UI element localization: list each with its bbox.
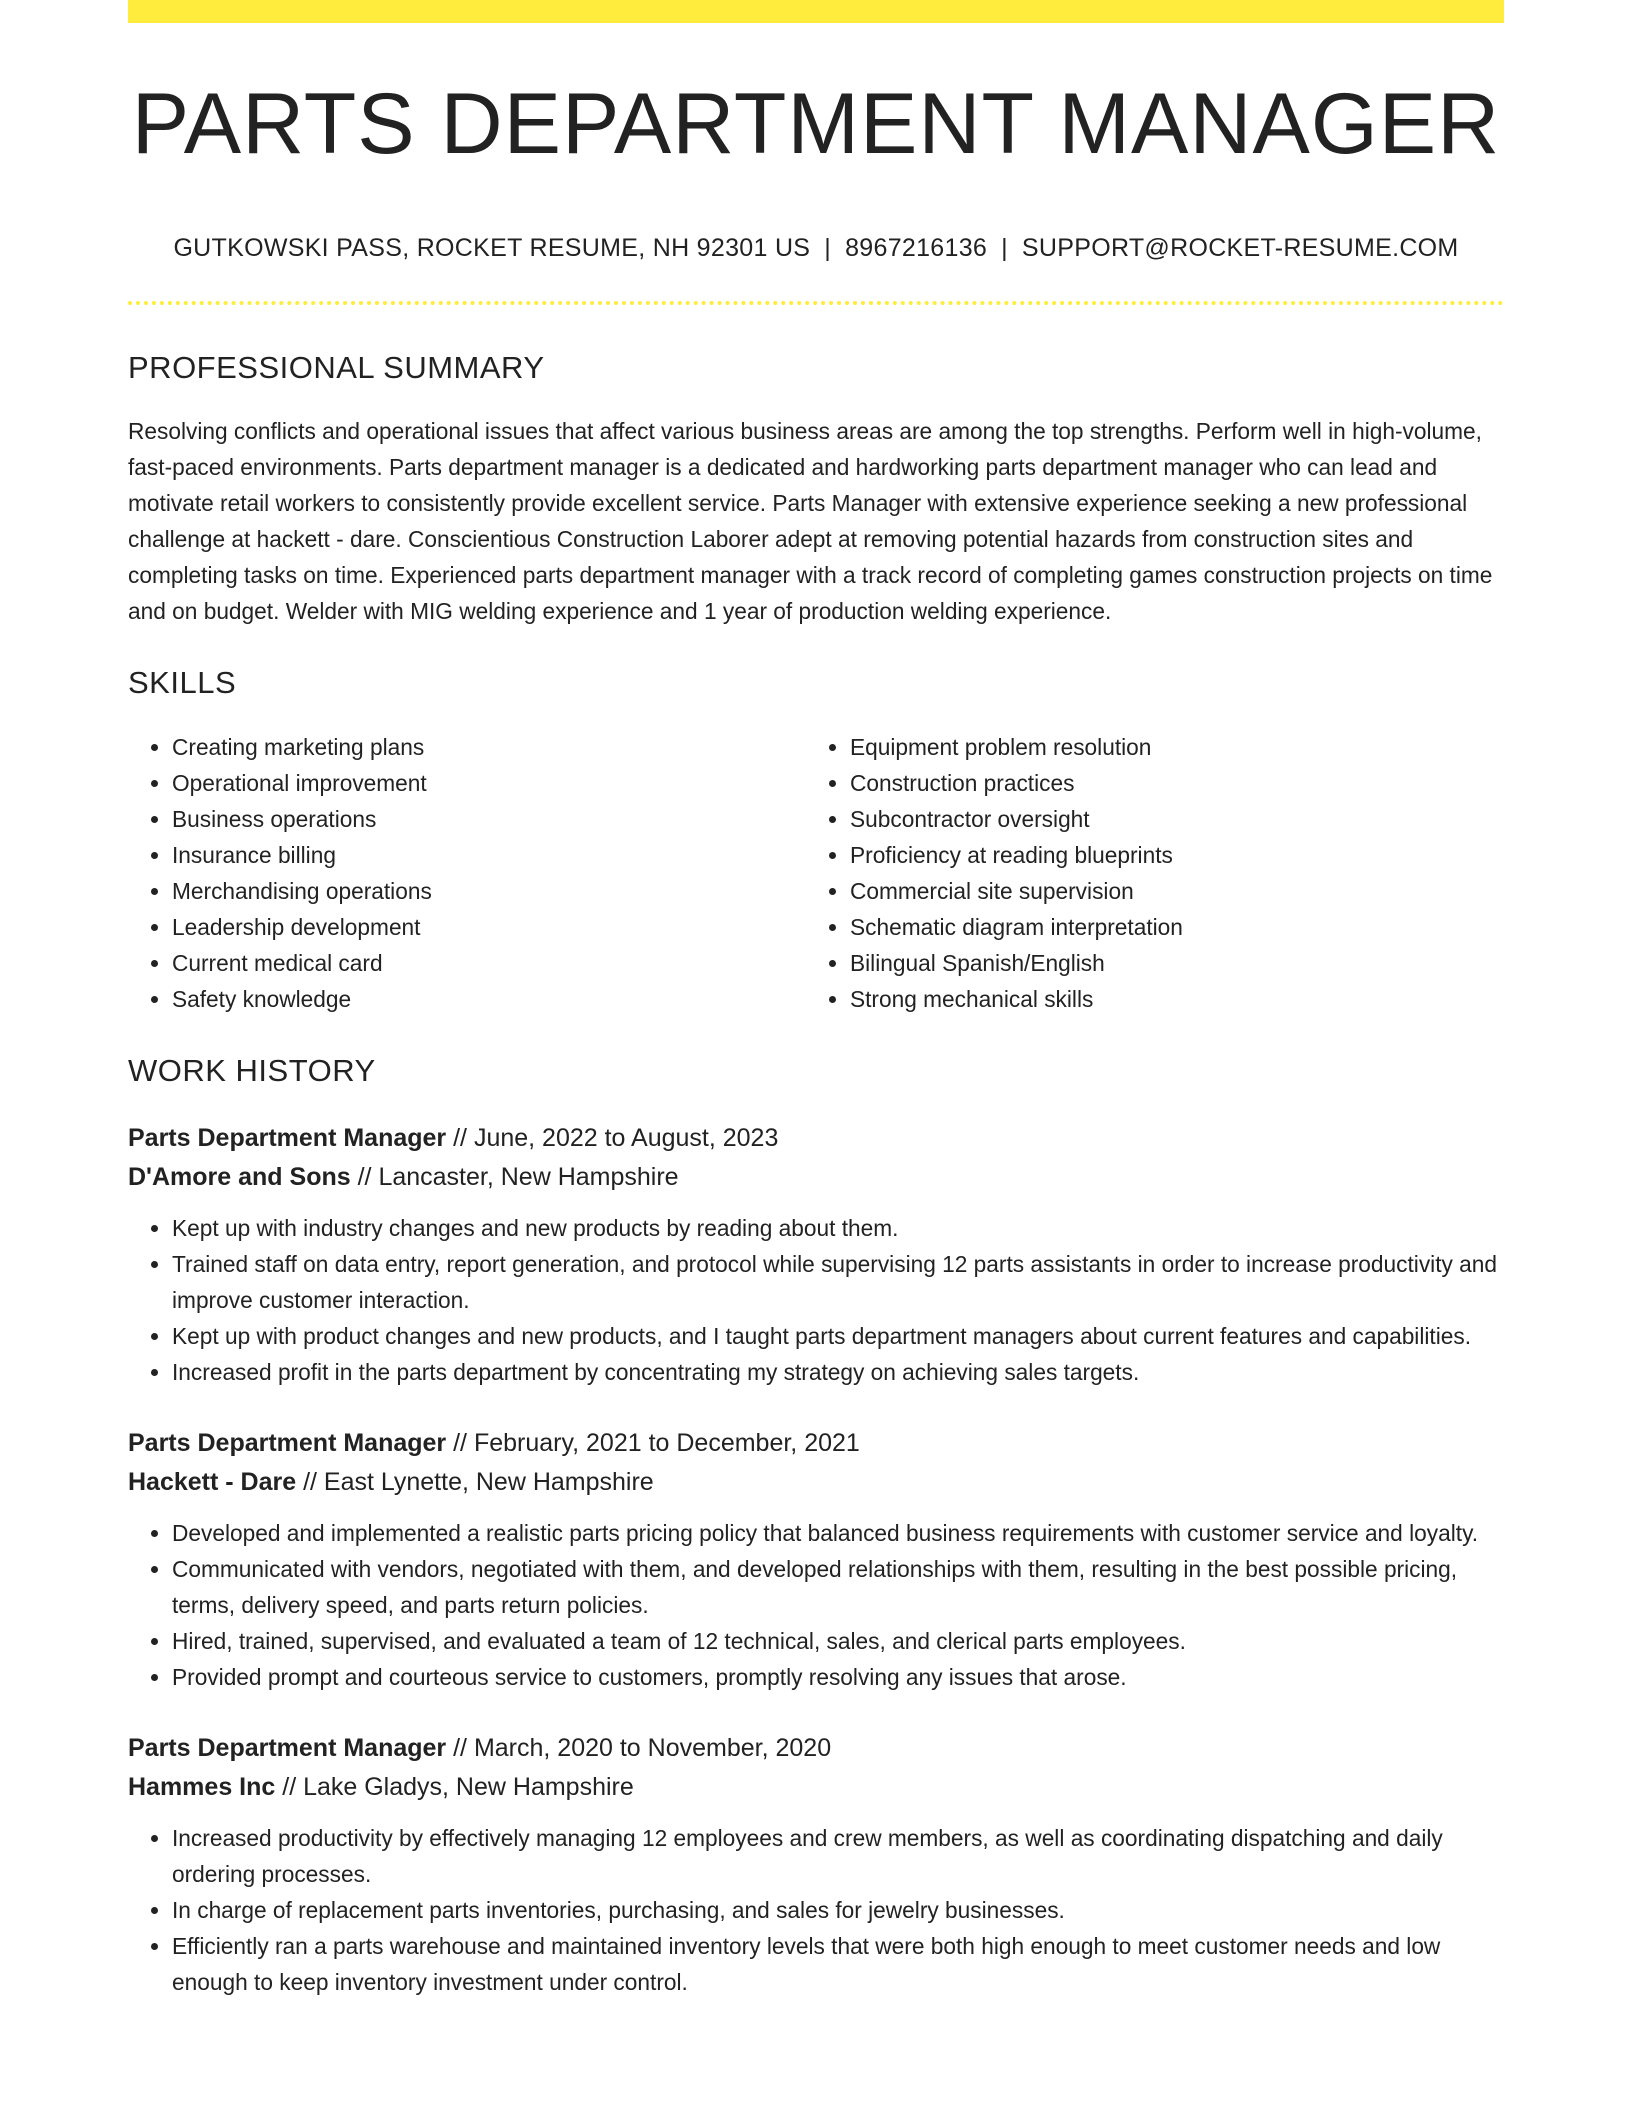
job-location: // Lancaster, New Hampshire	[350, 1162, 679, 1191]
job-dates: // June, 2022 to August, 2023	[446, 1123, 779, 1152]
job-bullet: • Trained staff on data entry, report generation, and protocol while supervising 12 parts assistants in order to increase productivity and improve customer interaction.	[172, 1246, 1504, 1318]
job-dates: // March, 2020 to November, 2020	[446, 1733, 832, 1762]
skill-item: • Strong mechanical skills	[850, 981, 1484, 1017]
skill-item: • Operational improvement	[172, 765, 806, 801]
job-entry	[128, 1424, 1504, 1695]
job-list	[128, 1119, 1504, 2000]
job-bullet: • Developed and implemented a realistic parts pricing policy that balanced business requirements with customer service and loyalty.	[172, 1515, 1504, 1551]
skill-item: • Creating marketing plans	[172, 729, 806, 765]
skill-item: • Merchandising operations	[172, 873, 806, 909]
top-accent-bar	[128, 0, 1504, 23]
job-bullet: • Increased productivity by effectively managing 12 employees and crew members, as well as coordinating dispatching and daily ordering processes.	[172, 1820, 1504, 1892]
skill-item: • Commercial site supervision	[850, 873, 1484, 909]
job-dates: // February, 2021 to December, 2021	[446, 1428, 860, 1457]
resume-page	[128, 0, 1504, 2000]
job-company-line	[128, 1158, 1504, 1197]
job-entry	[128, 1119, 1504, 1390]
job-company: Hackett - Dare	[128, 1467, 297, 1496]
job-title: Parts Department Manager	[128, 1733, 447, 1762]
skill-item: • Business operations	[172, 801, 806, 837]
job-bullets	[128, 1515, 1504, 1695]
summary-heading: PROFESSIONAL SUMMARY	[128, 349, 545, 385]
resume-title: PARTS DEPARTMENT MANAGER	[131, 76, 1501, 172]
skill-item: • Equipment problem resolution	[850, 729, 1484, 765]
contact-address: GUTKOWSKI PASS, ROCKET RESUME, NH 92301 US	[173, 233, 811, 262]
job-bullets	[128, 1210, 1504, 1390]
contact-separator: |	[1001, 233, 1008, 262]
skills-list-right	[806, 729, 1484, 1017]
summary-section	[128, 350, 1504, 629]
job-bullet: • Communicated with vendors, negotiated with them, and developed relationships with them, resulting in the best possible pricing, terms, delivery speed, and parts return policies.	[172, 1551, 1504, 1623]
job-bullet: • In charge of replacement parts inventories, purchasing, and sales for jewelry businesses.	[172, 1892, 1504, 1928]
summary-text: Resolving conflicts and operational issues that affect various business areas are among the top strengths. Perform well in high-volume, fast-paced environments. Parts department manager is a dedicated and hardworking parts department manager who can lead and motivate retail workers to consistently provide excellent service. Parts Manager with extensive experience seeking a new professional challenge at hackett - dare. Conscientious Construction Laborer adept at removing potential hazards from construction sites and completing tasks on time. Experienced parts department manager with a track record of completing games construction projects on time and on budget. Welder with MIG welding experience and 1 year of production welding experience.	[128, 417, 1493, 624]
work-history-heading: WORK HISTORY	[128, 1052, 376, 1088]
job-bullets	[128, 1820, 1504, 2000]
job-title-line	[128, 1729, 1504, 1768]
work-history-section	[128, 1053, 1504, 2000]
contact-line	[128, 234, 1504, 263]
job-title-line	[128, 1119, 1504, 1158]
job-title: Parts Department Manager	[128, 1428, 447, 1457]
job-entry	[128, 1729, 1504, 2000]
skill-item: • Current medical card	[172, 945, 806, 981]
job-company-line	[128, 1768, 1504, 1807]
job-bullet: • Kept up with industry changes and new products by reading about them.	[172, 1210, 1504, 1246]
skill-item: • Safety knowledge	[172, 981, 806, 1017]
skills-section	[128, 665, 1504, 1017]
contact-separator: |	[824, 233, 832, 262]
job-bullet: • Efficiently ran a parts warehouse and maintained inventory levels that were both high enough to meet customer needs and low enough to keep inventory investment under control.	[172, 1928, 1504, 2000]
contact-email: SUPPORT@ROCKET-RESUME.COM	[1021, 233, 1459, 262]
job-title-line	[128, 1424, 1504, 1463]
skills-list-left	[128, 729, 806, 1017]
job-location: // East Lynette, New Hampshire	[296, 1467, 654, 1496]
skill-item: • Insurance billing	[172, 837, 806, 873]
job-bullet: • Hired, trained, supervised, and evaluated a team of 12 technical, sales, and clerical parts employees.	[172, 1623, 1504, 1659]
job-bullet: • Provided prompt and courteous service to customers, promptly resolving any issues that arose.	[172, 1659, 1504, 1695]
skills-heading: SKILLS	[128, 664, 237, 700]
job-location: // Lake Gladys, New Hampshire	[275, 1772, 634, 1801]
skill-item: • Bilingual Spanish/English	[850, 945, 1484, 981]
skill-item: • Subcontractor oversight	[850, 801, 1484, 837]
skills-columns	[128, 729, 1504, 1017]
job-bullet: • Increased profit in the parts department by concentrating my strategy on achieving sales targets.	[172, 1354, 1504, 1390]
dotted-divider	[128, 301, 1504, 305]
job-company: D'Amore and Sons	[128, 1162, 351, 1191]
skill-item: • Construction practices	[850, 765, 1484, 801]
job-company: Hammes Inc	[128, 1772, 276, 1801]
skill-item: • Leadership development	[172, 909, 806, 945]
job-company-line	[128, 1463, 1504, 1502]
job-title: Parts Department Manager	[128, 1123, 447, 1152]
job-bullet: • Kept up with product changes and new products, and I taught parts department managers about current features and capabilities.	[172, 1318, 1504, 1354]
contact-phone: 8967216136	[845, 233, 988, 262]
skill-item: • Schematic diagram interpretation	[850, 909, 1484, 945]
skill-item: • Proficiency at reading blueprints	[850, 837, 1484, 873]
